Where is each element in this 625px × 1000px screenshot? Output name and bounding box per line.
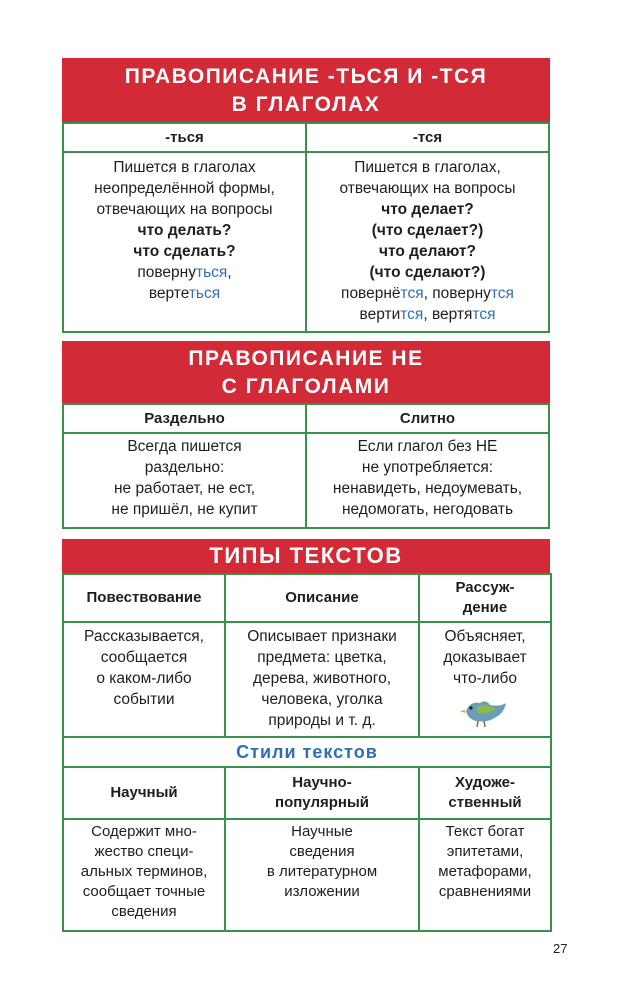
cell-description: Описывает признаки предмета: цветка, дерева, животного, человека, уголка природы и т. д.	[225, 622, 419, 737]
bird-icon	[456, 695, 514, 729]
header-reasoning: Рассуж- дение	[419, 574, 551, 622]
page-number: 27	[553, 941, 568, 956]
cell-tsya-finite: Пишется в глаголах, отвечающих на вопросы что делает? (что сделает?) что делают? (что сделают?) повернётся, повернутся вертится, вертятся	[306, 152, 549, 332]
header-popular-science: Научно- популярный	[225, 767, 419, 819]
header-tsya-finite: -тся	[306, 123, 549, 152]
header-narration: Повествование	[63, 574, 225, 622]
cell-scientific: Содержит мно- жество специ- альных терминов, сообщает точные сведения	[63, 819, 225, 931]
cell-narration: Рассказывается, сообщается о каком-либо событии	[63, 622, 225, 737]
header-joined: Слитно	[306, 404, 549, 433]
example-line: повернётся, повернутся	[341, 285, 514, 302]
example-line: повернуться,	[137, 264, 232, 281]
header-scientific: Научный	[63, 767, 225, 819]
section-title-text-types: ТИПЫ ТЕКСТОВ	[62, 539, 550, 573]
cell-artistic: Текст богат эпитетами, метафорами, сравнениями	[419, 819, 551, 931]
cell-reasoning: Объясняет, доказывает что-либо	[419, 622, 551, 737]
section-title-tsya: ПРАВОПИСАНИЕ -ТЬСЯ И -ТСЯ В ГЛАГОЛАХ	[62, 58, 550, 122]
cell-tsya-infinitive: Пишется в глаголах неопределённой формы, отвечающих на вопросы что делать? что сделать? повернуться, вертеться	[63, 152, 306, 332]
tsya-table	[62, 122, 550, 333]
ne-table	[62, 403, 550, 529]
example-line: вертится, вертятся	[359, 306, 496, 323]
subtitle-text-styles: Стили текстов	[63, 737, 551, 767]
text-types-table	[62, 573, 552, 932]
example-line: вертеться	[148, 285, 221, 302]
reference-sheet	[62, 58, 550, 932]
header-tsya-infinitive: -ться	[63, 123, 306, 152]
section-title-ne: ПРАВОПИСАНИЕ НЕ С ГЛАГОЛАМИ	[62, 341, 550, 403]
cell-separate: Всегда пишется раздельно: не работает, не ест, не пришёл, не купит	[63, 433, 306, 528]
header-description: Описание	[225, 574, 419, 622]
header-separate: Раздельно	[63, 404, 306, 433]
cell-joined: Если глагол без НЕ не употребляется: ненавидеть, недоумевать, недомогать, негодовать	[306, 433, 549, 528]
cell-popular-science: Научные сведения в литературном изложении	[225, 819, 419, 931]
header-artistic: Художе- ственный	[419, 767, 551, 819]
